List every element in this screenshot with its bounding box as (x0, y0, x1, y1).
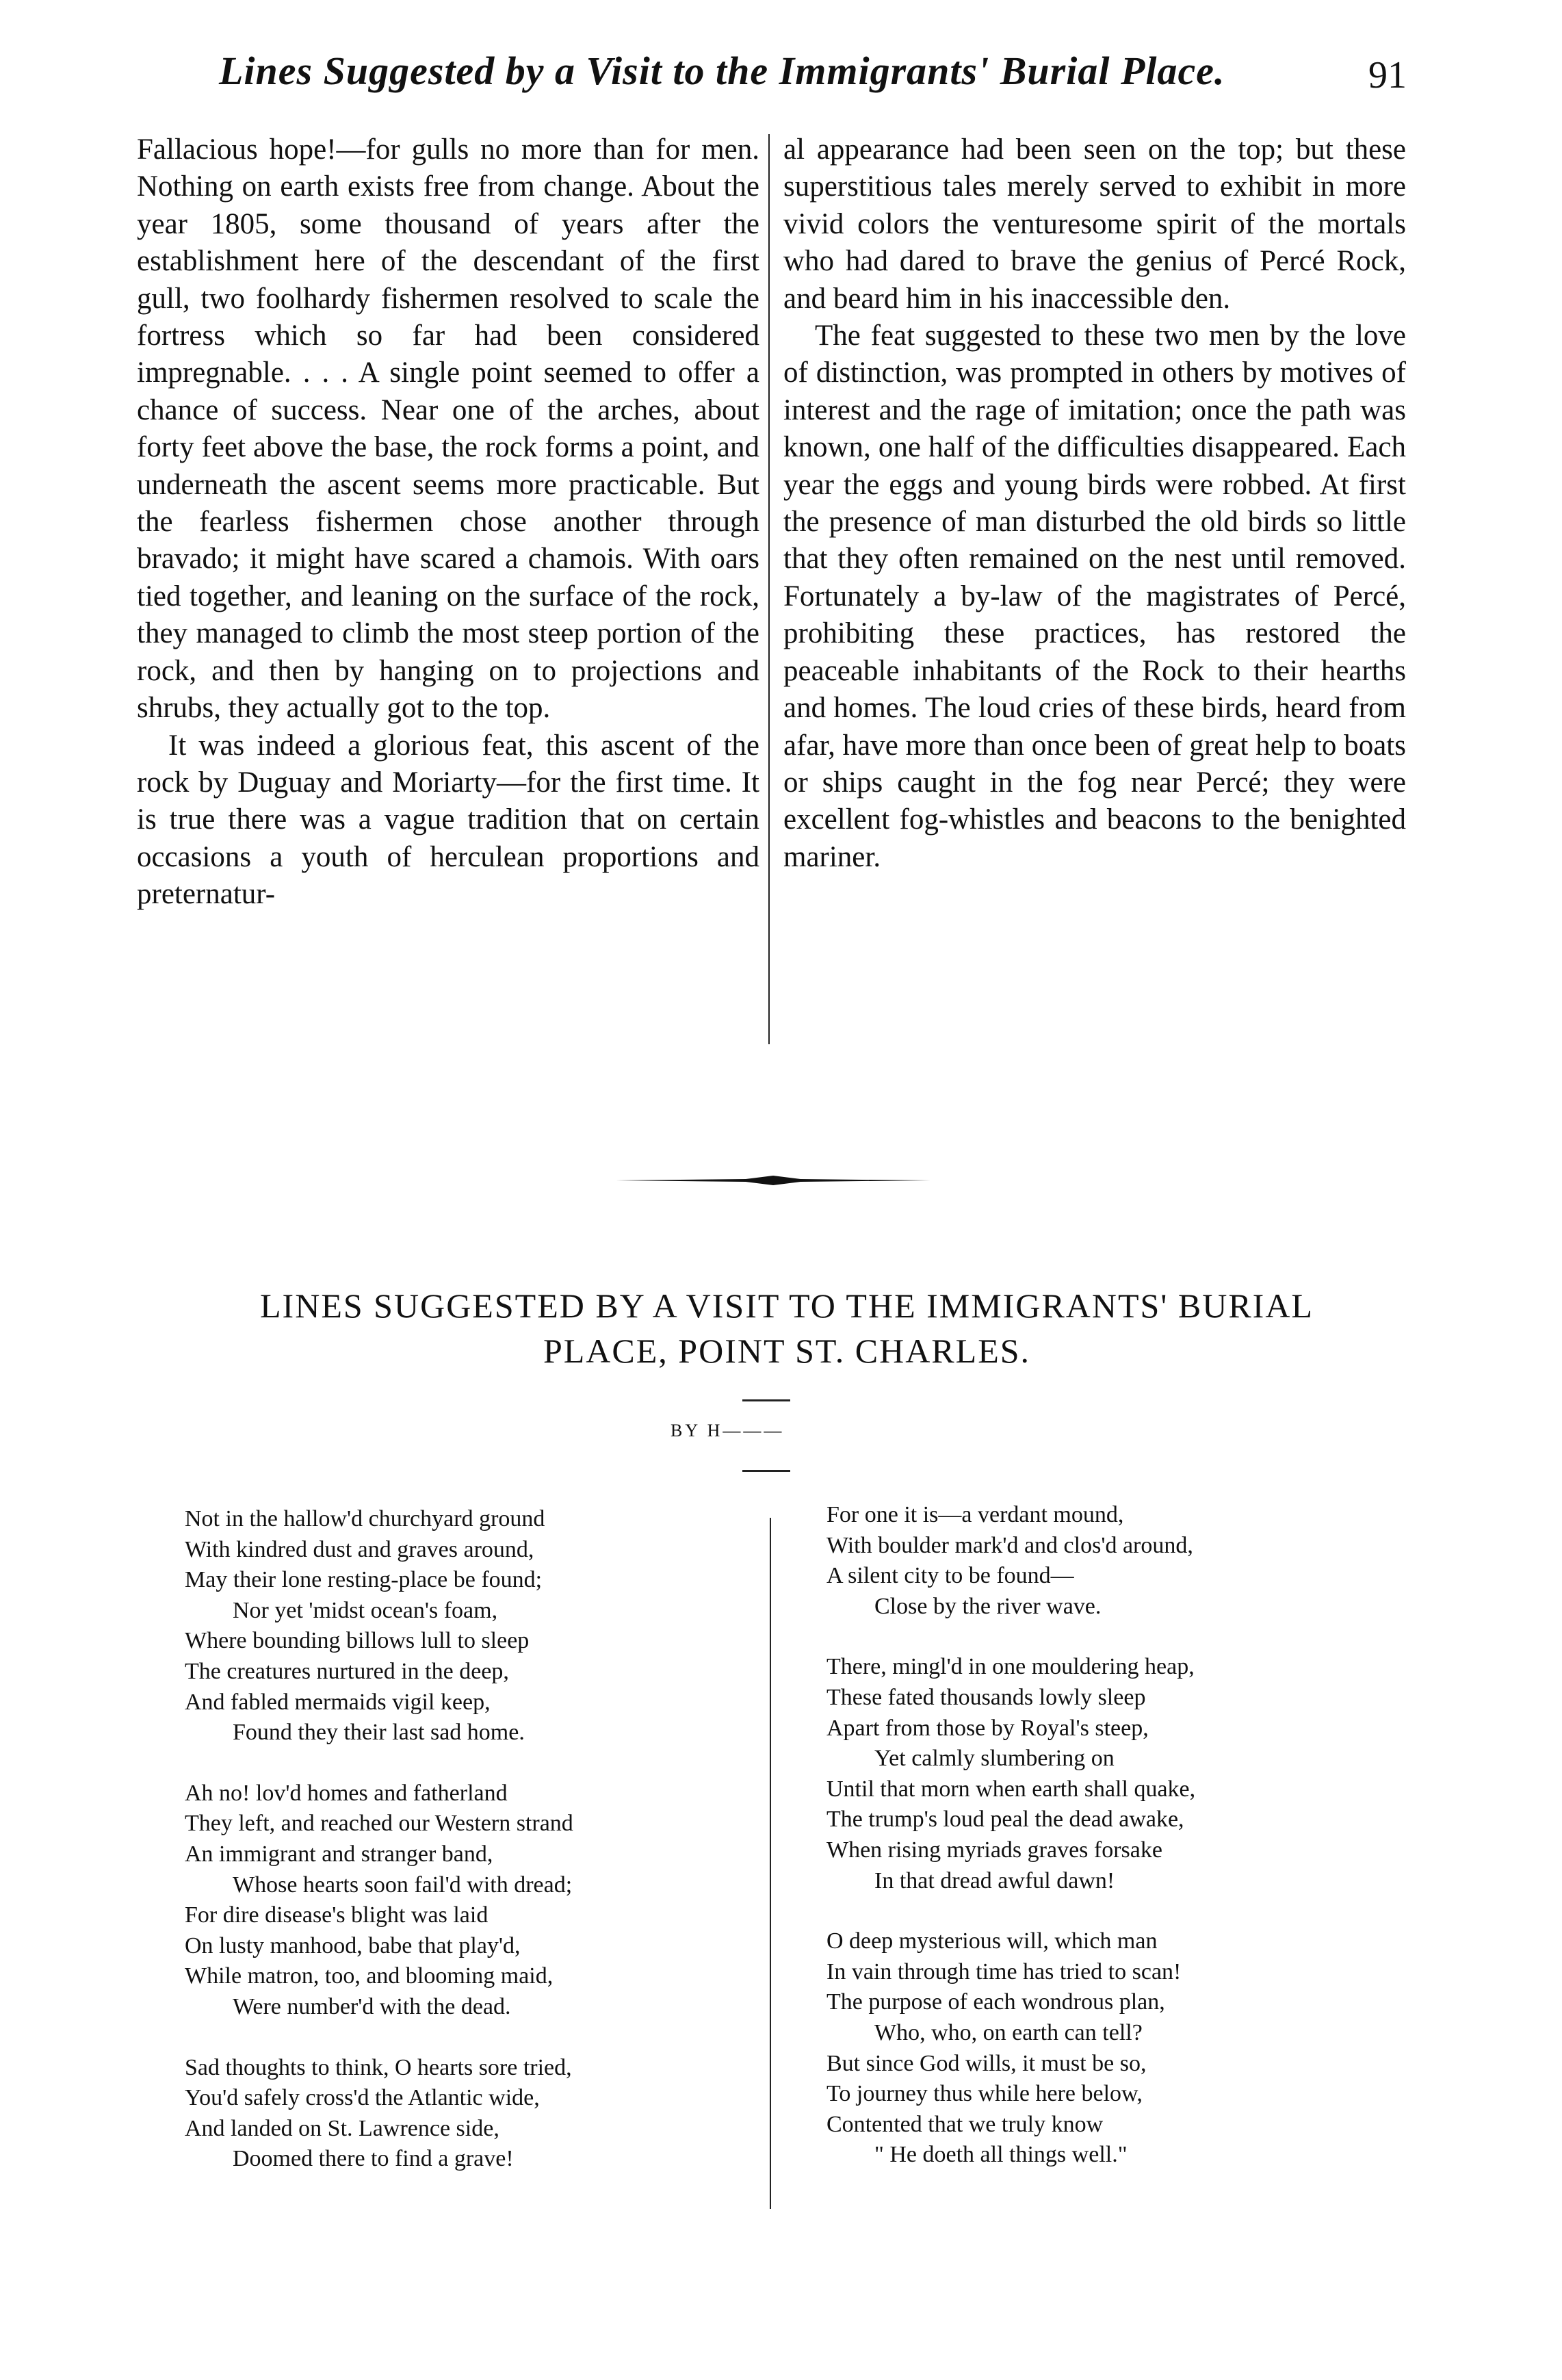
byline-rule (742, 1470, 790, 1472)
poem-line: The trump's loud peal the dead awake, (826, 1807, 1184, 1833)
poem-line: Contented that we truly know (826, 2111, 1104, 2137)
poem-line: There, mingl'd in one mouldering heap, (826, 1654, 1195, 1680)
poem-line: While matron, too, and blooming maid, (185, 1963, 554, 1989)
paragraph: The feat suggested to these two men by the love of distinction, was prompted in others by motives of interest and the rage of imitation; once the path was known, one half of the difficulties disappeared. Each year the eggs and young birds were robbed. At first the presence of man disturbed the old birds so little that they often remained on the nest until removed. Fortunately a by-law of the magistrates of Percé, prohibiting these practices, has restored the peaceable inhabitants of the Rock to their hearths and homes. The loud cries of these birds, heard from afar, have more than once been of great help to boats or ships caught in the fog near Percé; they were excellent fog-whistles and beacons to the benighted mariner. (783, 320, 1406, 873)
article-left-column (137, 131, 759, 914)
poem-line: These fated thousands lowly sleep (826, 1684, 1146, 1710)
poem-line: For dire disease's blight was laid (185, 1902, 489, 1928)
poem-line: And fabled mermaids vigil keep, (185, 1689, 491, 1715)
paragraph: It was indeed a glorious feat, this ascent of the rock by Duguay and Moriarty—for the first time. It is true there was a vague tradition that on certain occasions a youth of herculean proportions and preternatur- (137, 729, 759, 911)
poem-line: For one it is—a verdant mound, (826, 1502, 1124, 1527)
stanza (185, 1504, 573, 1748)
poem-line: An immigrant and stranger band, (185, 1841, 493, 1867)
poem-left-column (185, 1504, 573, 2205)
poem-line: Apart from those by Royal's steep, (826, 1715, 1149, 1741)
byline: BY H——— (671, 1421, 785, 1440)
paragraph: Fallacious hope!—for gulls no more than for men. Nothing on earth exists free from change. About the year 1805, some thousand of years after the establishment here of the descendant of the first gull, two foolhardy fishermen resolved to scale the fortress which so far had been considered impregnable. . . . A single point seemed to offer a chance of success. Near one of the arches, about forty feet above the base, the rock forms a point, and underneath the ascent seems more practicable. But the fearless fishermen chose another through bravado; it might have scared a chamois. With oars tied together, and leaning on the surface of the rock, they managed to climb the most steep portion of the rock, and then by hanging on to projections and shrubs, they actually got to the top. (137, 133, 759, 725)
poem-line: Until that morn when earth shall quake, (826, 1776, 1196, 1802)
poem-line: You'd safely cross'd the Atlantic wide, (185, 2085, 540, 2111)
poem-line: To journey thus while here below, (826, 2081, 1143, 2107)
poem-line: With boulder mark'd and clos'd around, (826, 1532, 1193, 1558)
ornament-divider (616, 1170, 930, 1191)
poem-title-line-2: PLACE, POINT ST. CHARLES. (543, 1332, 1031, 1370)
poem-line: A silent city to be found— (826, 1563, 1074, 1589)
poem-line: The purpose of each wondrous plan, (826, 1989, 1165, 2015)
poem-line: Nor yet 'midst ocean's foam, (233, 1597, 498, 1623)
poem-title-line-1: LINES SUGGESTED BY A VISIT TO THE IMMIGRANTS' BURIAL (260, 1286, 1314, 1325)
poem-line: Not in the hallow'd churchyard ground (185, 1506, 545, 1531)
poem-line: Were number'd with the dead. (233, 1993, 511, 2019)
poem-line: Close by the river wave. (874, 1593, 1102, 1619)
poem-line: Where bounding billows lull to sleep (185, 1628, 530, 1654)
stanza (826, 1652, 1195, 1896)
column-divider (768, 134, 770, 1044)
title-rule (742, 1399, 790, 1401)
stanza (826, 1500, 1195, 1622)
poem-line: " He doeth all things well." (874, 2142, 1128, 2168)
poem-line: Sad thoughts to think, O hearts sore tried, (185, 2054, 572, 2080)
stanza (185, 1778, 573, 2023)
poem-line: The creatures nurtured in the deep, (185, 1658, 509, 1684)
poem-line: O deep mysterious will, which man (826, 1928, 1158, 1954)
poem-line: Who, who, on earth can tell? (874, 2019, 1143, 2045)
poem-line: But since God wills, it must be so, (826, 2050, 1147, 2076)
poem-line: In that dread awful dawn! (874, 1867, 1115, 1893)
poem-line: Found they their last sad home. (233, 1720, 525, 1746)
poem-line: With kindred dust and graves around, (185, 1536, 534, 1562)
page-number: 91 (1368, 54, 1407, 96)
poem-title (103, 1283, 1471, 1373)
poem-line: Yet calmly slumbering on (874, 1746, 1115, 1772)
poem-line: May their lone resting-place be found; (185, 1567, 543, 1593)
poem-line: They left, and reached our Western strand (185, 1811, 573, 1837)
poem-line: Doomed there to find a grave! (233, 2146, 514, 2172)
poem-line: And landed on St. Lawrence side, (185, 2115, 499, 2141)
poem-line: When rising myriads graves forsake (826, 1837, 1162, 1863)
poem-right-column (826, 1500, 1195, 2201)
poem-line: Ah no! lov'd homes and fatherland (185, 1780, 508, 1806)
article-right-column (783, 131, 1406, 876)
stanza (185, 2053, 573, 2175)
poem-line: Whose hearts soon fail'd with dread; (233, 1872, 573, 1898)
poem-line: On lusty manhood, babe that play'd, (185, 1932, 521, 1958)
running-title: Lines Suggested by a Visit to the Immigrants' Burial Place. (219, 49, 1225, 93)
poem-line: In vain through time has tried to scan! (826, 1958, 1182, 1984)
paragraph: al appearance had been seen on the top; but these superstitious tales merely served to exhibit in more vivid colors the venturesome spirit of the mortals who had dared to brave the genius of Percé Rock, and beard him in his inaccessible den. (783, 133, 1406, 315)
stanza (826, 1926, 1195, 2171)
poem-column-divider (770, 1518, 771, 2209)
